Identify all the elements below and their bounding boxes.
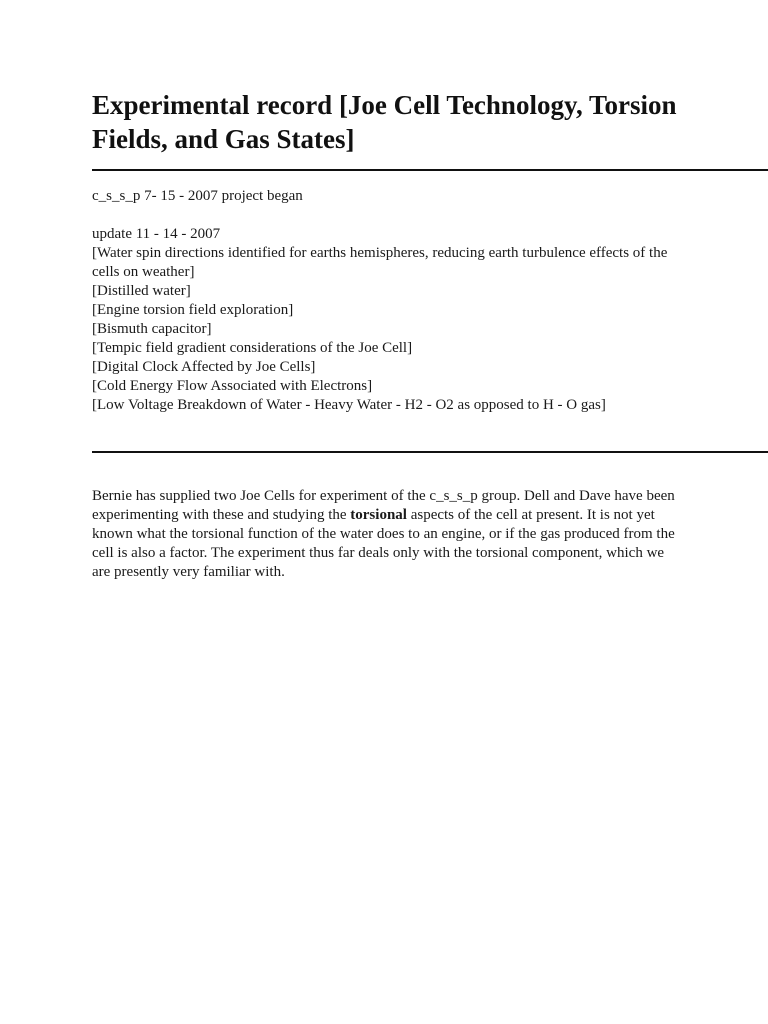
update-item: [Bismuth capacitor] <box>92 321 212 337</box>
update-item: [Cold Energy Flow Associated with Electrons] <box>92 378 373 394</box>
body-bold-term: torsional <box>350 507 407 523</box>
body-text-start: Bernie has supplied two Joe Cells for experiment of the c_s_s_p group. Dell and Dave have been experimenting with these and studying the <box>92 488 675 523</box>
update-item: [Low Voltage Breakdown of Water - Heavy Water - H2 - O2 as opposed to H - O gas] <box>92 397 606 413</box>
body-text-end: aspects of the cell at present. It is not yet known what the torsional function of the water does to an engine, or if the gas produced from the cell is also a factor. The experiment thus far deals only with the torsional component, which we are presently very familiar with. <box>92 507 675 580</box>
update-section <box>92 225 692 415</box>
project-start-line: c_s_s_p 7- 15 - 2007 project began <box>92 188 303 204</box>
body-paragraph <box>92 487 682 582</box>
update-item: [Water spin directions identified for earths hemispheres, reducing earth turbulence effects of the cells on weather] <box>92 245 668 280</box>
update-heading: update 11 - 14 - 2007 <box>92 226 221 242</box>
update-item: [Engine torsion field exploration] <box>92 302 294 318</box>
update-item: [Distilled water] <box>92 283 191 299</box>
update-item: [Digital Clock Affected by Joe Cells] <box>92 359 316 375</box>
top-divider <box>92 169 768 171</box>
document-title: Experimental record [Joe Cell Technology, Torsion Fields, and Gas States] <box>92 90 677 154</box>
middle-divider <box>92 451 768 453</box>
update-item: [Tempic field gradient considerations of the Joe Cell] <box>92 340 413 356</box>
